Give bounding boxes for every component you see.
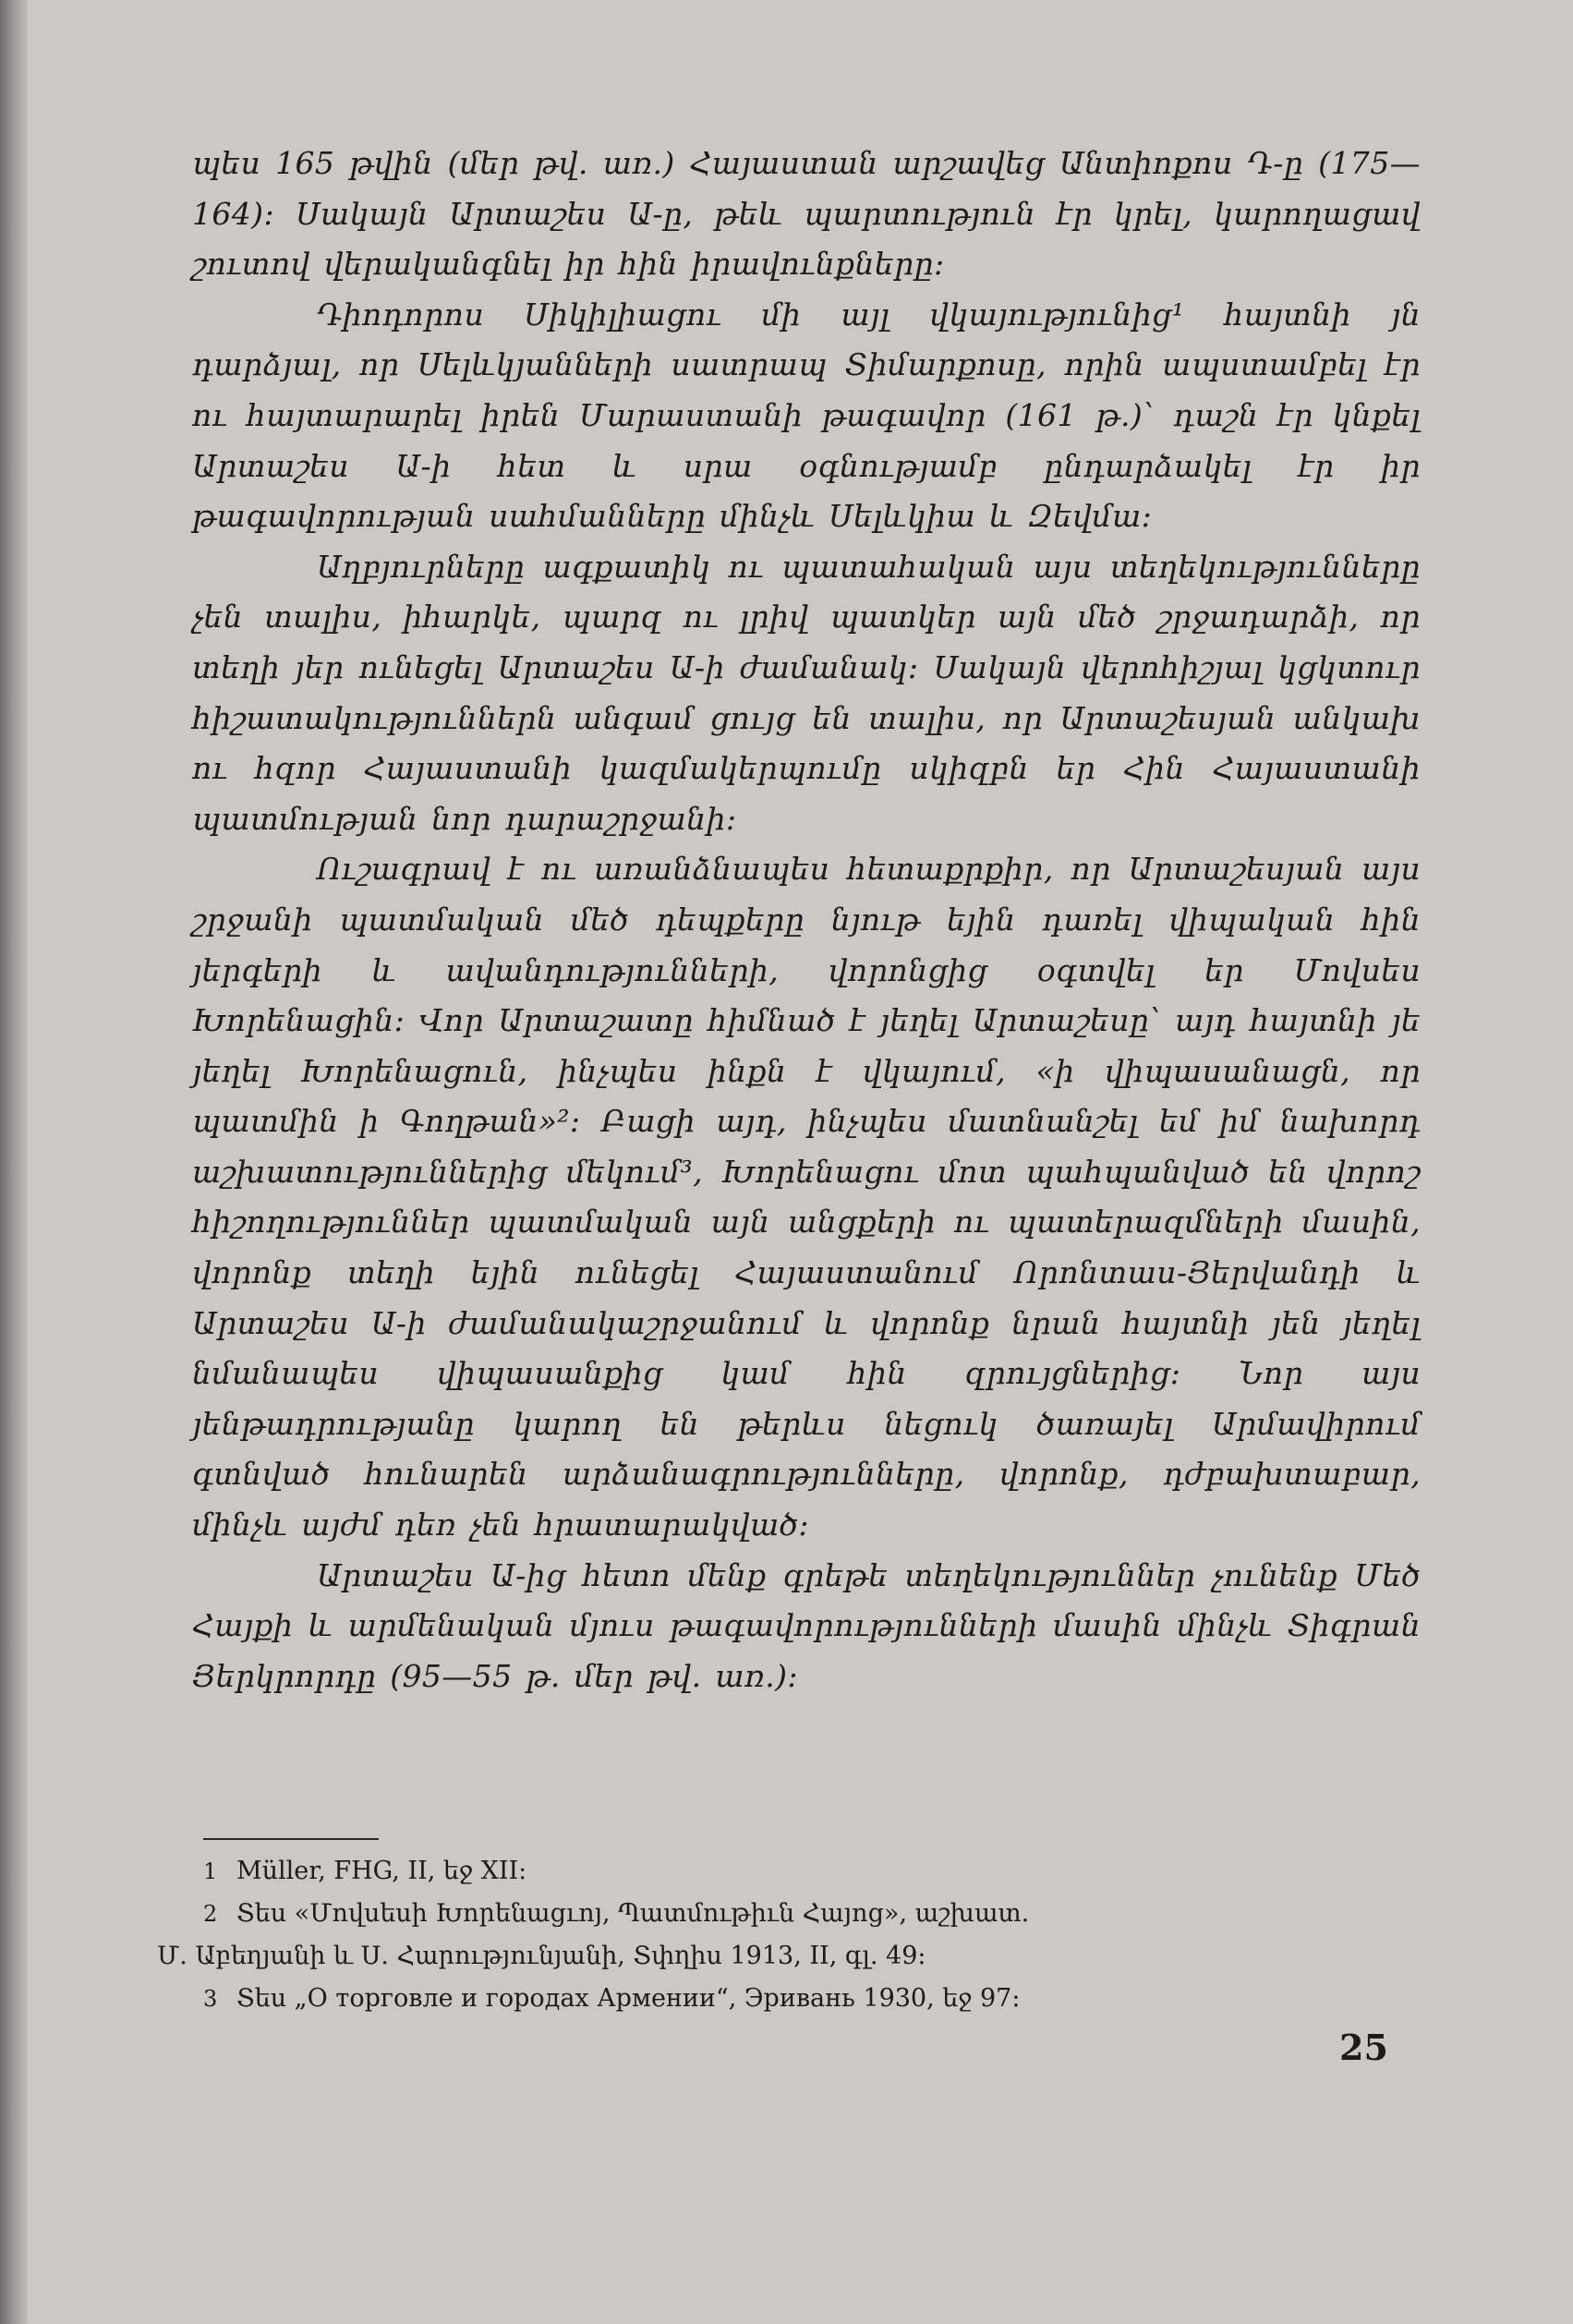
main-text xyxy=(192,139,1421,1701)
paragraph-3: Աղբյուրները ագքատիկ ու պատահական այս տեղեկությունները չեն տալիս, իհարկե, պարզ ու լրիվ պատկեր այն մեծ շրջադարձի, որ տեղի յեր ունեցել Արտաշես Ա-ի ժամանակ։ Սակայն վերոհիշյալ կցկտուր հիշատակություններն անգամ ցույց են տալիս, որ Արտաշեսյան անկախ ու հզոր Հայաստանի կազմակերպումը սկիզբն եր Հին Հայաստանի պատմության նոր դարաշրջանի։ xyxy=(192,548,1421,837)
footnotes xyxy=(157,1850,1395,2020)
footnote-1 xyxy=(203,1850,1395,1893)
footnote-number: 2 xyxy=(203,1901,218,1927)
book-spine-shadow xyxy=(0,0,28,2324)
footnote-text: Տես „О торговле и городах Армении“, Эривань 1930, եջ 97։ xyxy=(236,1984,1021,2013)
page-number: 25 xyxy=(1339,2027,1388,2068)
footnote-2 xyxy=(203,1893,1395,1935)
footnote-text: Տես «Մովսեսի Խորենացւոյ, Պատմութիւն Հայոց», աշխատ. xyxy=(236,1899,1030,1928)
paragraph-4: Ուշագրավ է ու առանձնապես հետաքրքիր, որ Արտաշեսյան այս շրջանի պատմական մեծ դեպքերը նյութ եյին դառել վիպական հին յերգերի և ավանդությունների, վորոնցից օգտվել եր Մովսես Խորենացին։ Վոր Արտաշատը հիմնած է յեղել Արտաշեսը՝ այդ հայտնի յե յեղել Խորենացուն, ինչպես ինքն է վկայում, «ի վիպասանացն, որ պատմին ի Գողթան»²։ Բացի այդ, ինչպես մատնանշել եմ իմ նախորդ աշխատություններից մեկում³, Խորենացու մոտ պահպանված են վորոշ հիշողություններ պատմական այն անցքերի ու պատերազմների մասին, վորոնք տեղի եյին ունեցել Հայաստանում Որոնտաս-Յերվանդի և Արտաշես Ա-ի ժամանակաշրջանում և վորոնք նրան հայտնի յեն յեղել նմանապես վիպասանքից կամ հին զրույցներից։ Նոր այս յենթադրությանը կարող են թերևս նեցուկ ծառայել Արմավիրում գտնված հունարեն արձանագրությունները, վորոնք, դժբախտաբար, մինչև այժմ դեռ չեն հրատարակված։ xyxy=(192,851,1421,1543)
footnote-number: 3 xyxy=(203,1986,218,2012)
footnote-text: Müller, FHG, II, եջ XII: xyxy=(236,1857,527,1885)
footnote-number: 1 xyxy=(203,1858,218,1884)
footnote-divider xyxy=(203,1838,379,1840)
footnote-2-continuation xyxy=(157,1935,1395,1978)
paragraph-2: Դիոդորոս Սիկիլիացու մի այլ վկայությունից¹ հայտնի յն դարձյալ, որ Սելևկյանների սատրապ Տիմարքոսը, որին ապստամբել էր ու հայտարարել իրեն Մարաստանի թագավոր (161 թ.)՝ դաշն էր կնքել Արտաշես Ա-ի հետ և սրա օգնությամբ ընդարձակել էր իր թագավորության սահմանները մինչև Սելևկիա և Զեվմա։ xyxy=(192,296,1421,535)
footnote-3 xyxy=(203,1978,1395,2020)
paragraph-5: Արտաշես Ա-ից հետո մենք գրեթե տեղեկություններ չունենք Մեծ Հայքի և արմենական մյուս թագավորությունների մասին մինչև Տիգրան Յերկրորդը (95—55 թ. մեր թվ. առ.)։ xyxy=(192,1556,1421,1694)
footnote-text: Մ. Աբեղյանի և Ս. Հարությունյանի, Տփղիս 1913, II, գլ. 49։ xyxy=(157,1942,926,1970)
paragraph-1: պես 165 թվին (մեր թվ. առ.) Հայաստան արշավեց Անտիոքոս Դ-ը (175—164)։ Սակայն Արտաշես Ա-ը, թեև պարտություն էր կրել, կարողացավ շուտով վերականգնել իր հին իրավունքները։ xyxy=(192,145,1421,283)
